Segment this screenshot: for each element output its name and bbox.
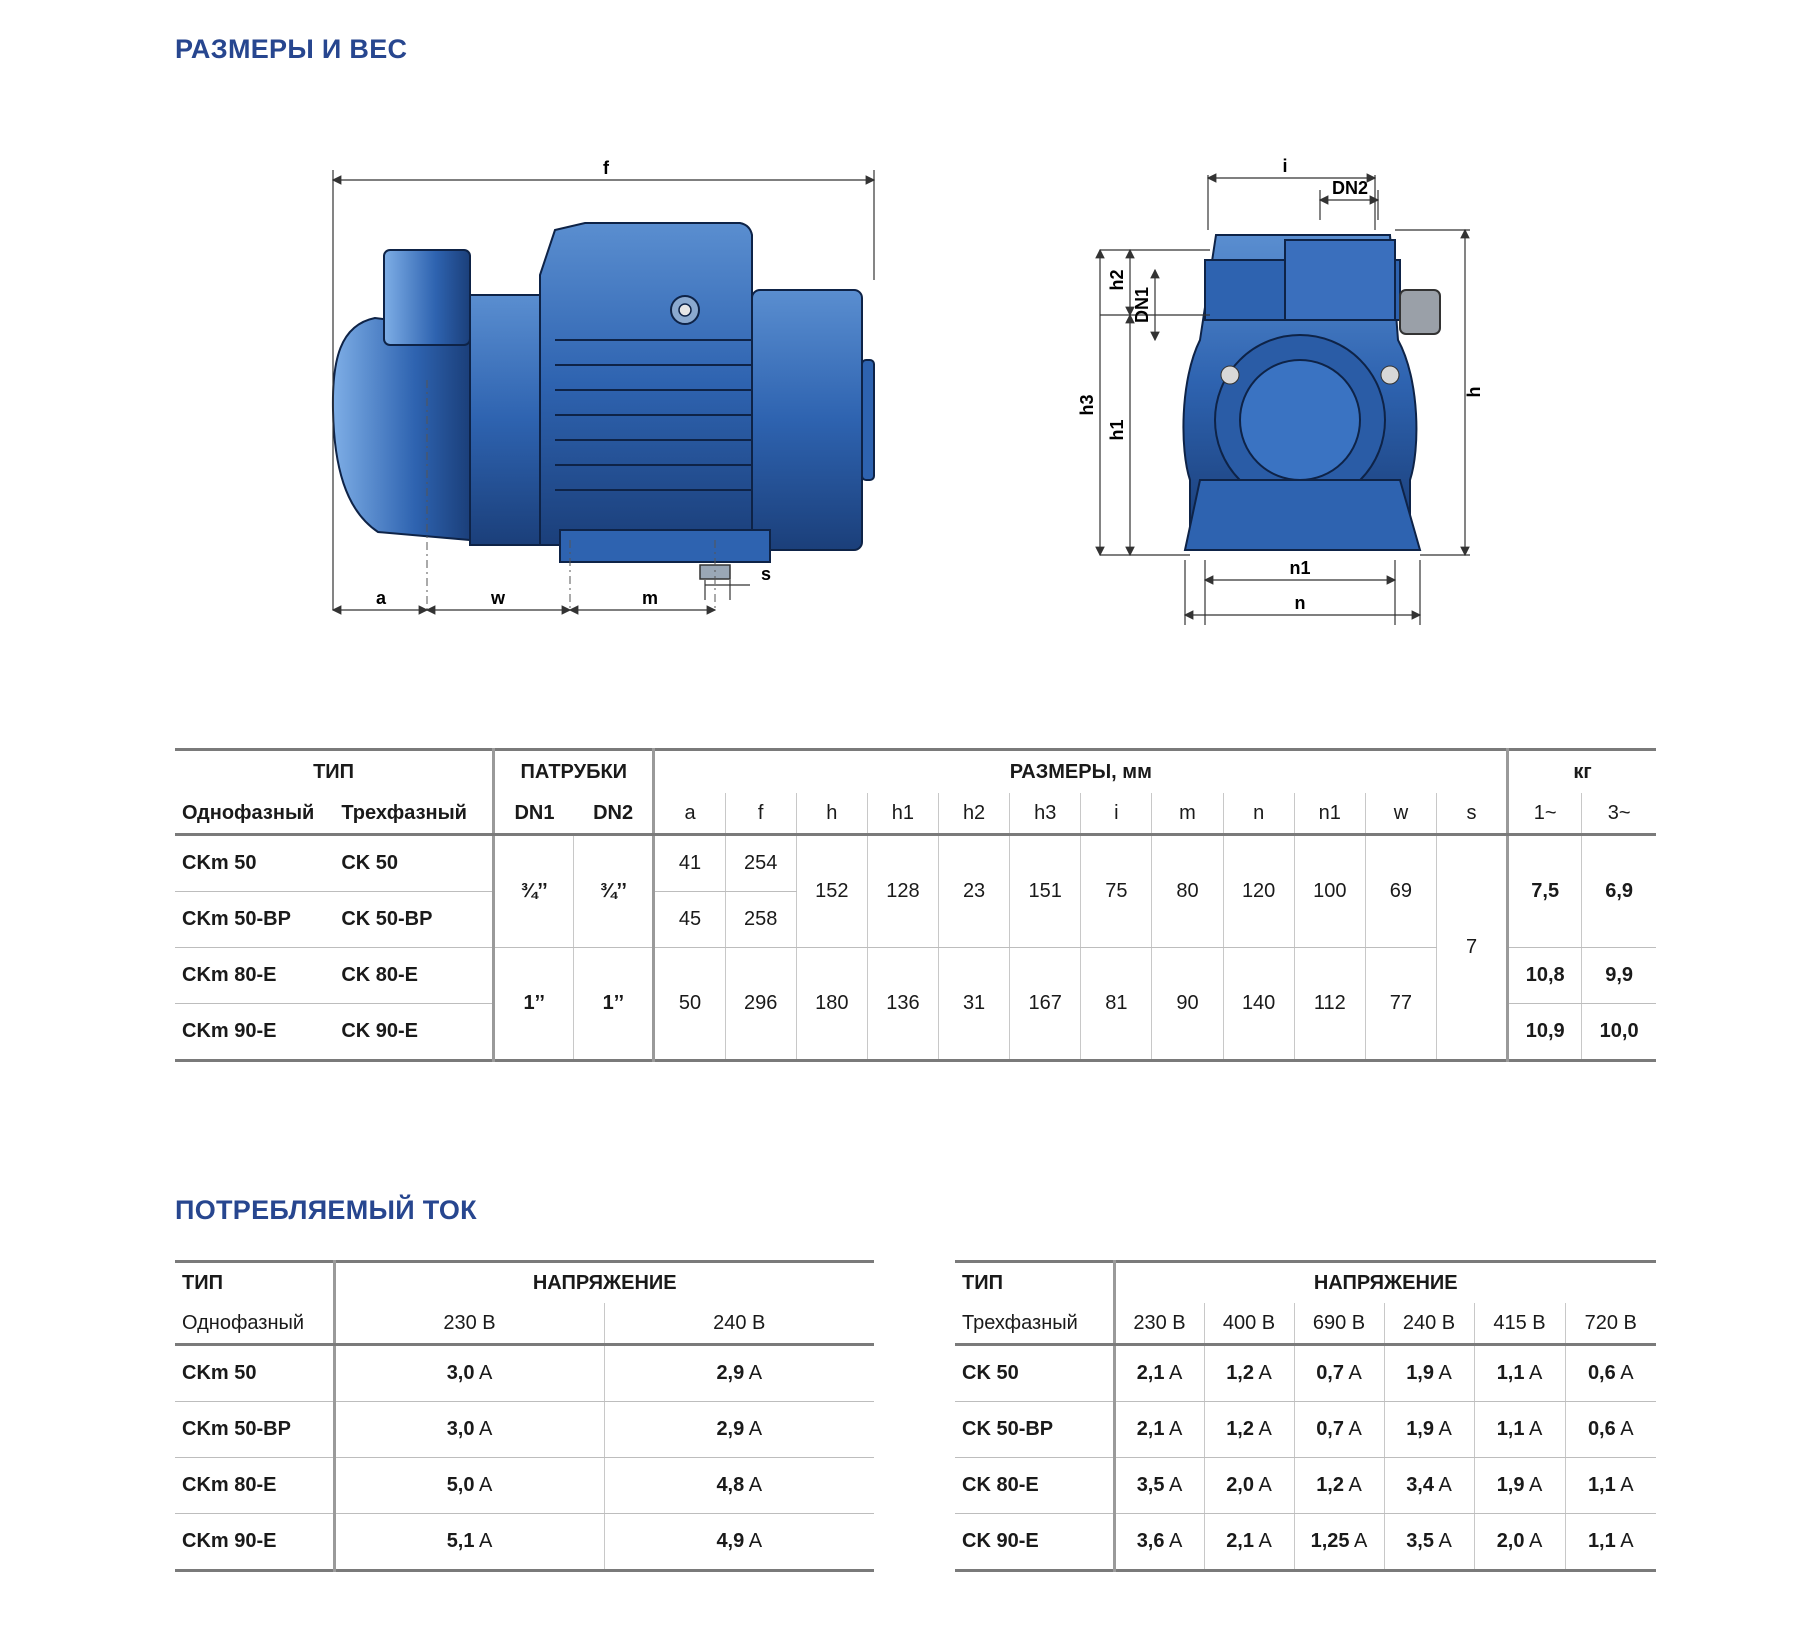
header-ports: ПАТРУБКИ	[494, 750, 654, 794]
h1-value: 136	[867, 948, 938, 1061]
table-row	[175, 1345, 874, 1402]
current-cell: 5,0 A	[334, 1458, 604, 1514]
header-type: ТИП	[955, 1262, 1114, 1304]
dim-label-m: m	[641, 588, 659, 608]
current-cell: 2,1 A	[1114, 1402, 1204, 1458]
dim-label-h1: h1	[1107, 419, 1127, 441]
n1-value: 112	[1294, 948, 1365, 1061]
model-single: CKm 50	[175, 835, 334, 892]
header-type: ТИП	[175, 750, 494, 794]
w-value: 77	[1365, 948, 1436, 1061]
current-cell: 2,0 A	[1474, 1514, 1565, 1571]
current-cell: 5,1 A	[446, 1530, 493, 1552]
current-cell: 1,9 A	[1384, 1345, 1474, 1402]
col-three-phase: Трехфазный	[334, 793, 493, 835]
voltage-col: 240 В	[1384, 1303, 1474, 1345]
col-w: w	[1365, 793, 1436, 835]
table-row	[955, 1458, 1656, 1514]
header-phase: Однофазный	[175, 1303, 334, 1345]
current-cell: 1,9 A	[1474, 1458, 1565, 1514]
model-name: CK 90-E	[955, 1514, 1114, 1571]
table-row	[175, 1458, 874, 1514]
table-row	[175, 1514, 874, 1571]
a-value: 50	[678, 992, 702, 1014]
s-value: 7	[1436, 835, 1507, 1061]
current-cell: 0,6 A	[1565, 1402, 1656, 1458]
model-name: CK 80-E	[955, 1458, 1114, 1514]
current-cell: 1,1 A	[1565, 1458, 1656, 1514]
current-cell: 1,2 A	[1294, 1458, 1384, 1514]
dim-label-n: n	[1294, 593, 1306, 613]
f-value: 258	[725, 892, 796, 948]
n-value: 140	[1223, 948, 1294, 1061]
current-cell: 1,2 A	[1204, 1402, 1294, 1458]
table-row	[955, 1345, 1656, 1402]
col-i: i	[1081, 793, 1152, 835]
voltage-col: 230 В	[1114, 1303, 1204, 1345]
col-m: m	[1152, 793, 1223, 835]
col-s: s	[1436, 793, 1507, 835]
dim-label-w: w	[490, 588, 506, 608]
weight-3-value: 9,9	[1582, 948, 1656, 1004]
col-n1: n1	[1294, 793, 1365, 835]
current-cell: 3,6 A	[1136, 1530, 1183, 1552]
table-row	[175, 948, 1656, 1004]
current-cell: 0,7 A	[1294, 1402, 1384, 1458]
model-name: CK 50	[955, 1345, 1114, 1402]
header-voltage: НАПРЯЖЕНИЕ	[532, 1271, 677, 1294]
pump-technical-drawings	[0, 120, 1812, 640]
model-single: CKm 90-E	[182, 1020, 277, 1042]
dim-label-n1: n1	[1289, 558, 1311, 578]
col-weight-1: 1~	[1508, 793, 1582, 835]
current-cell: 2,1 A	[1204, 1514, 1294, 1571]
voltage-col: 690 В	[1294, 1303, 1384, 1345]
current-cell: 4,8 A	[604, 1458, 874, 1514]
pump-side-view	[333, 158, 874, 610]
weight-1-value: 7,5	[1508, 835, 1582, 948]
dn1-value: 1’’	[523, 992, 545, 1014]
col-weight-3: 3~	[1582, 793, 1656, 835]
current-cell: 3,0 A	[334, 1345, 604, 1402]
dim-label-a: a	[375, 588, 387, 608]
current-cell: 2,9 A	[604, 1345, 874, 1402]
col-h: h	[796, 793, 867, 835]
dn2-value: ¾’’	[574, 835, 654, 948]
m-value: 90	[1152, 948, 1223, 1061]
table-row	[955, 1402, 1656, 1458]
table-row	[955, 1514, 1656, 1571]
weight-3-value: 10,0	[1582, 1004, 1656, 1061]
voltage-col: 240 В	[604, 1303, 874, 1345]
col-h2: h2	[939, 793, 1010, 835]
dim-label-f: f	[603, 158, 609, 178]
col-a: a	[654, 793, 725, 835]
col-n: n	[1223, 793, 1294, 835]
dim-label-h2: h2	[1107, 269, 1127, 291]
h-value: 152	[796, 835, 867, 948]
m-value: 80	[1152, 835, 1223, 948]
model-name: CKm 90-E	[175, 1514, 334, 1571]
current-cell: 1,9 A	[1384, 1402, 1474, 1458]
current-cell: 1,1 A	[1474, 1402, 1565, 1458]
voltage-col: 400 В	[1204, 1303, 1294, 1345]
model-three: CK 50-BP	[334, 892, 493, 948]
dim-label-i: i	[1282, 156, 1288, 176]
voltage-col: 720 В	[1565, 1303, 1656, 1345]
dimensions-weight-table	[175, 748, 1656, 1062]
dn2-value: 1’’	[574, 948, 654, 1061]
weight-3-value: 6,9	[1582, 835, 1656, 948]
current-cell: 3,5 A	[1114, 1458, 1204, 1514]
col-f: f	[725, 793, 796, 835]
model-name: CK 50-BP	[955, 1402, 1114, 1458]
a-value: 45	[654, 892, 725, 948]
i-value: 75	[1081, 835, 1152, 948]
col-h1: h1	[867, 793, 938, 835]
current-cell: 3,4 A	[1384, 1458, 1474, 1514]
col-h3: h3	[1010, 793, 1081, 835]
weight-1-value: 10,9	[1525, 1020, 1565, 1042]
model-name: CKm 50	[175, 1345, 334, 1402]
header-type: ТИП	[175, 1262, 334, 1304]
current-cell: 2,9 A	[604, 1402, 874, 1458]
header-voltage: НАПРЯЖЕНИЕ	[1313, 1271, 1458, 1294]
current-cell: 1,2 A	[1204, 1345, 1294, 1402]
current-cell: 2,0 A	[1204, 1458, 1294, 1514]
h2-value: 31	[939, 948, 1010, 1061]
current-cell: 3,5 A	[1384, 1514, 1474, 1571]
w-value: 69	[1365, 835, 1436, 948]
col-dn1: DN1	[494, 793, 574, 835]
f-value: 254	[725, 835, 796, 892]
voltage-col: 415 В	[1474, 1303, 1565, 1345]
section-title-dimensions: РАЗМЕРЫ И ВЕС	[175, 34, 408, 64]
model-single: CKm 80-E	[175, 948, 334, 1004]
col-dn2: DN2	[574, 793, 654, 835]
model-three: CK 50	[334, 835, 493, 892]
dn1-value: ¾’’	[494, 835, 574, 948]
header-sizes: РАЗМЕРЫ, мм	[654, 750, 1508, 794]
model-three: CK 80-E	[334, 948, 493, 1004]
dim-label-dn2: DN2	[1331, 178, 1369, 198]
a-value: 41	[654, 835, 725, 892]
h2-value: 23	[939, 835, 1010, 948]
model-name: CKm 80-E	[175, 1458, 334, 1514]
dim-label-h3: h3	[1077, 394, 1097, 416]
current-cell: 3,0 A	[334, 1402, 604, 1458]
table-row	[175, 1402, 874, 1458]
h1-value: 128	[867, 835, 938, 948]
current-cell: 1,1 A	[1565, 1514, 1656, 1571]
model-single: CKm 50-BP	[175, 892, 334, 948]
f-value: 296	[725, 948, 796, 1061]
header-weight: кг	[1573, 760, 1592, 783]
table-row	[175, 835, 1656, 892]
pump-front-view	[1077, 156, 1484, 625]
current-cell: 4,9 A	[604, 1514, 874, 1571]
h-value: 180	[796, 948, 867, 1061]
model-name: CKm 50-BP	[175, 1402, 334, 1458]
dim-label-s: s	[760, 564, 772, 584]
dim-label-dn1: DN1	[1132, 286, 1152, 324]
current-cell: 1,25 A	[1294, 1514, 1384, 1571]
dim-label-h: h	[1464, 386, 1484, 398]
section-title-current: ПОТРЕБЛЯЕМЫЙ ТОК	[175, 1195, 477, 1225]
n1-value: 100	[1294, 835, 1365, 948]
weight-1-value: 10,8	[1508, 948, 1582, 1004]
i-value: 81	[1081, 948, 1152, 1061]
h3-value: 167	[1010, 948, 1081, 1061]
current-cell: 2,1 A	[1114, 1345, 1204, 1402]
current-three-phase-table	[955, 1260, 1656, 1572]
header-phase: Трехфазный	[955, 1303, 1114, 1345]
col-single-phase: Однофазный	[175, 793, 334, 835]
h3-value: 151	[1010, 835, 1081, 948]
current-cell: 1,1 A	[1474, 1345, 1565, 1402]
model-three: CK 90-E	[334, 1004, 493, 1061]
current-cell: 0,6 A	[1565, 1345, 1656, 1402]
current-single-phase-table	[175, 1260, 874, 1572]
current-cell: 0,7 A	[1294, 1345, 1384, 1402]
voltage-col: 230 В	[334, 1303, 604, 1345]
n-value: 120	[1223, 835, 1294, 948]
